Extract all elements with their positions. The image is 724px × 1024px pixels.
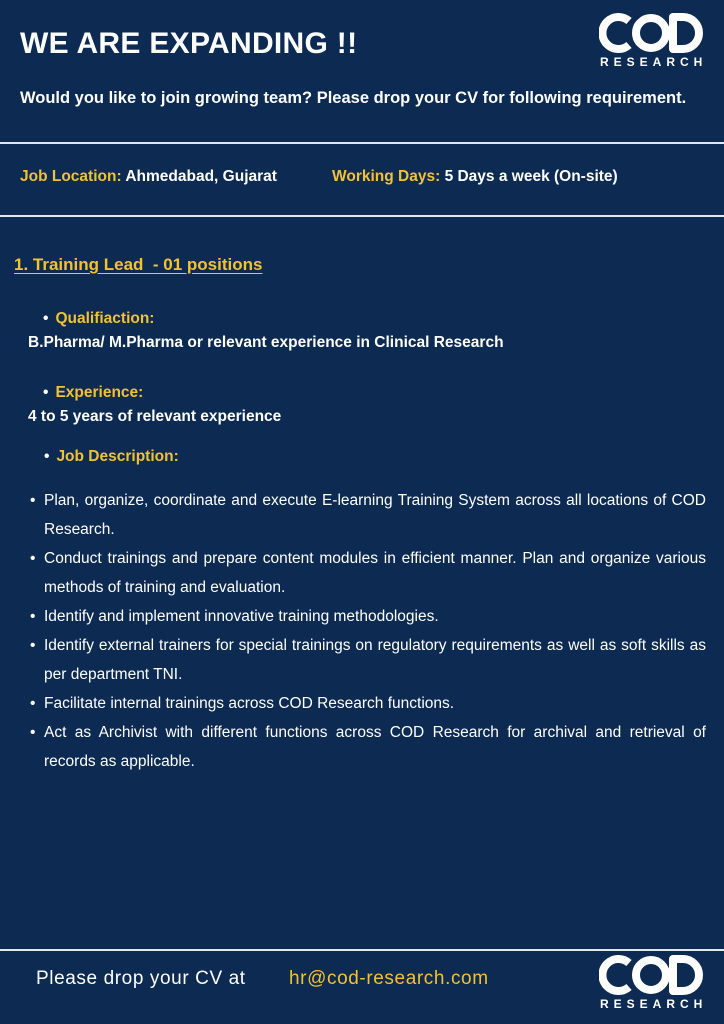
job-description-heading xyxy=(44,448,179,466)
bullet-icon: • xyxy=(30,492,36,509)
responsibility-text: Plan, organize, coordinate and execute E-learning Training System across all locations of COD Research. xyxy=(44,492,706,538)
responsibility-text: Identify external trainers for special trainings on regulatory requirements as well as soft skills as per department TNI. xyxy=(44,637,706,683)
responsibility-text: Act as Archivist with different functions across COD Research for archival and retrieval of records as applicable. xyxy=(44,724,706,770)
headline: WE ARE EXPANDING !! xyxy=(20,27,358,60)
cod-logo-mark-icon xyxy=(599,12,703,54)
cod-research-logo xyxy=(596,12,706,69)
responsibility-text: Facilitate internal trainings across COD Research functions. xyxy=(44,695,455,712)
qualification-value: B.Pharma/ M.Pharma or relevant experience in Clinical Research xyxy=(28,334,504,351)
list-item xyxy=(30,689,706,718)
cod-research-logo xyxy=(596,954,706,1011)
job-location-value: Ahmedabad, Gujarat xyxy=(125,168,277,185)
list-item xyxy=(30,486,706,544)
bullet-icon: • xyxy=(43,384,49,401)
experience-heading xyxy=(43,384,143,402)
cod-logo-mark-icon xyxy=(599,954,703,996)
divider xyxy=(0,215,724,217)
qualification-heading xyxy=(43,310,154,328)
bullet-icon: • xyxy=(30,608,36,625)
bullet-icon: • xyxy=(30,637,36,654)
experience-label: Experience: xyxy=(55,384,144,401)
bullet-icon: • xyxy=(43,310,49,327)
responsibility-text: Identify and implement innovative training methodologies. xyxy=(44,608,439,625)
intro-text: Would you like to join growing team? Please drop your CV for following requirement. xyxy=(20,89,687,107)
divider xyxy=(0,142,724,144)
list-item xyxy=(30,544,706,602)
working-days-value: 5 Days a week (On-site) xyxy=(444,168,618,185)
list-item xyxy=(30,602,706,631)
qualification-label: Qualifiaction: xyxy=(55,310,155,327)
bullet-icon: • xyxy=(30,695,36,712)
bullet-icon: • xyxy=(44,448,50,465)
experience-value: 4 to 5 years of relevant experience xyxy=(28,408,282,425)
responsibilities-list xyxy=(30,486,706,776)
bullet-icon: • xyxy=(30,550,36,567)
logo-subtext: RESEARCH xyxy=(600,997,708,1011)
divider xyxy=(0,949,724,951)
list-item xyxy=(30,718,706,776)
job-location-label: Job Location: xyxy=(20,168,122,185)
working-days xyxy=(332,168,618,186)
footer-email-link[interactable]: hr@cod-research.com xyxy=(289,968,489,989)
list-item xyxy=(30,631,706,689)
footer-cta: Please drop your CV at xyxy=(36,968,246,989)
bullet-icon: • xyxy=(30,724,36,741)
responsibility-text: Conduct trainings and prepare content modules in efficient manner. Plan and organize various methods of training and evaluation. xyxy=(44,550,706,596)
working-days-label: Working Days: xyxy=(332,168,441,185)
job-description-label: Job Description: xyxy=(56,448,179,465)
job-location xyxy=(20,168,277,186)
role-title: 1. Training Lead - 01 positions xyxy=(14,255,263,274)
logo-subtext: RESEARCH xyxy=(600,55,708,69)
